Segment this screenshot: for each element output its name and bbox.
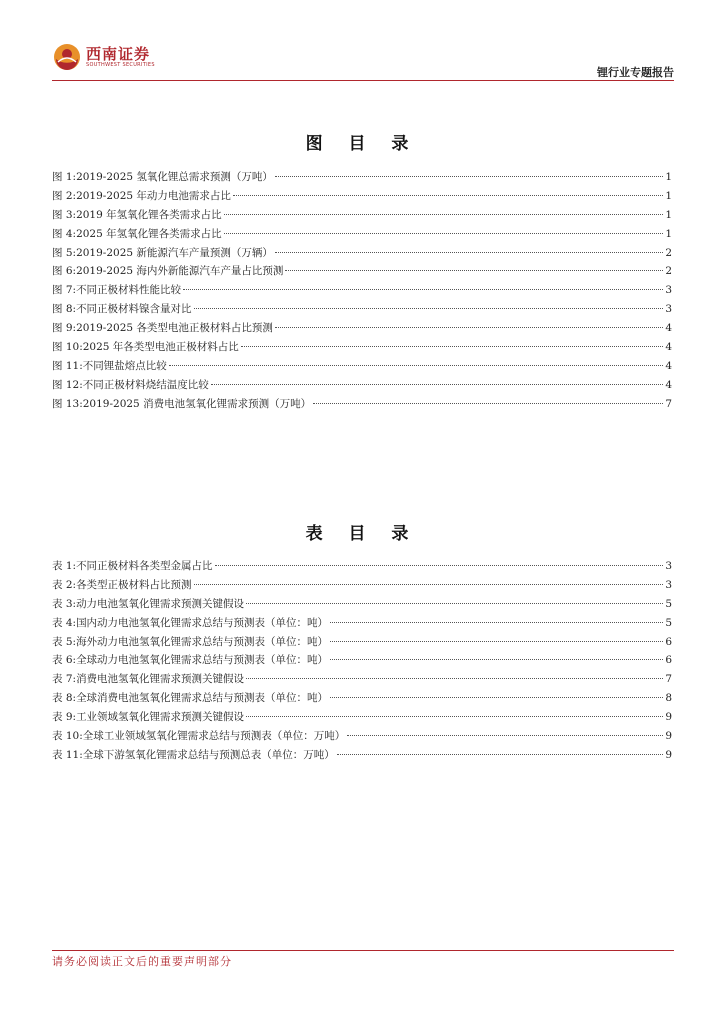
- toc-entry-title: 不同正极材料烧结温度比较: [82, 378, 209, 391]
- table-list-item[interactable]: [52, 689, 672, 708]
- toc-entry-title: 不同锂盐熔点比较: [82, 359, 167, 372]
- toc-entry-title: 不同正极材料镍含量对比: [76, 303, 192, 316]
- toc-dot-leader: [194, 308, 664, 309]
- company-logo: [52, 42, 155, 72]
- table-list-item[interactable]: [52, 708, 672, 727]
- toc-page-number: 1: [665, 171, 672, 183]
- toc-page-number: 7: [665, 397, 672, 410]
- toc-page-number: 2: [665, 246, 672, 259]
- logo-english-name: SOUTHWEST SECURITIES: [86, 61, 155, 68]
- toc-page-number: 8: [665, 692, 672, 705]
- toc-entry-label: 图 4:: [52, 227, 77, 240]
- toc-entry-label: 图 7:: [52, 284, 77, 297]
- toc-dot-leader: [330, 659, 663, 660]
- toc-entry-title: 2025 年氢氧化锂各类需求占比: [76, 227, 222, 240]
- toc-dot-leader: [183, 289, 663, 290]
- toc-entry-title: 2025 年各类型电池正极材料占比: [82, 341, 239, 354]
- table-list-item[interactable]: [52, 670, 672, 689]
- figure-list-item[interactable]: [52, 395, 672, 414]
- toc-dot-leader: [211, 384, 664, 385]
- table-list-item[interactable]: [52, 614, 672, 633]
- figure-list-item[interactable]: [52, 376, 672, 395]
- toc-entry-label: 图 10:: [52, 341, 83, 354]
- toc-entry-label: 图 6:: [52, 265, 77, 278]
- toc-entry-title: 不同正极材料各类型金属占比: [76, 560, 213, 572]
- table-list-item[interactable]: [52, 576, 672, 595]
- toc-entry-title: 不同正极材料性能比较: [76, 284, 182, 297]
- figure-list-item[interactable]: [52, 244, 672, 263]
- toc-page-number: 3: [665, 284, 672, 297]
- toc-entry-label: 表 3:: [52, 597, 77, 610]
- toc-entry-title: 2019-2025 新能源汽车产量预测（万辆）: [76, 246, 273, 259]
- toc-entry-label: 图 2:: [52, 189, 77, 202]
- toc-entry-title: 全球动力电池氢氧化锂需求总结与预测表（单位：吨）: [76, 654, 329, 667]
- toc-page-number: 2: [665, 265, 672, 278]
- toc-entry-title: 全球下游氢氧化锂需求总结与预测总表（单位：万吨）: [82, 748, 335, 761]
- toc-dot-leader: [224, 233, 664, 234]
- toc-page-number: 5: [665, 597, 672, 610]
- figure-list-item[interactable]: [52, 281, 672, 300]
- toc-entry-title: 各类型正极材料占比预测: [76, 578, 192, 591]
- table-list-item[interactable]: [52, 595, 672, 614]
- toc-dot-leader: [285, 270, 663, 271]
- toc-entry-title: 2019-2025 各类型电池正极材料占比预测: [76, 322, 273, 335]
- toc-dot-leader: [194, 584, 664, 585]
- toc-page-number: 7: [665, 673, 672, 686]
- toc-entry-label: 图 1:: [52, 171, 77, 183]
- toc-entry-label: 图 13:: [52, 397, 83, 410]
- toc-dot-leader: [330, 697, 663, 698]
- toc-entry-label: 表 1:: [52, 560, 77, 572]
- toc-entry-label: 表 9:: [52, 711, 77, 724]
- toc-entry-label: 表 10:: [52, 730, 83, 743]
- toc-dot-leader: [224, 214, 664, 215]
- toc-page-number: 4: [665, 322, 672, 335]
- footer-disclaimer: 请务必阅读正文后的重要声明部分: [52, 955, 232, 968]
- toc-page-number: 3: [665, 303, 672, 316]
- toc-entry-label: 表 8:: [52, 692, 77, 705]
- figure-list-item[interactable]: [52, 206, 672, 225]
- toc-entry-title: 2019-2025 海内外新能源汽车产量占比预测: [76, 265, 284, 278]
- header-divider: [52, 80, 674, 81]
- toc-page-number: 4: [665, 378, 672, 391]
- toc-dot-leader: [337, 754, 664, 755]
- toc-entry-label: 表 5:: [52, 635, 77, 648]
- toc-dot-leader: [313, 403, 663, 404]
- footer-divider: [52, 950, 674, 951]
- figure-list-item[interactable]: [52, 357, 672, 376]
- toc-page-number: 4: [665, 359, 672, 372]
- toc-page-number: 6: [665, 654, 672, 667]
- table-list-item[interactable]: [52, 746, 672, 765]
- toc-entry-title: 动力电池氢氧化锂需求预测关键假设: [76, 597, 245, 610]
- table-list-item[interactable]: [52, 557, 672, 576]
- toc-dot-leader: [215, 565, 664, 566]
- toc-entry-title: 2019-2025 氢氧化锂总需求预测（万吨）: [76, 171, 273, 183]
- toc-dot-leader: [330, 622, 663, 623]
- table-list: [52, 557, 672, 765]
- figure-list-item[interactable]: [52, 262, 672, 281]
- toc-dot-leader: [275, 327, 663, 328]
- toc-entry-label: 图 5:: [52, 246, 77, 259]
- toc-page-number: 1: [665, 189, 672, 202]
- toc-entry-label: 表 6:: [52, 654, 77, 667]
- toc-entry-label: 表 4:: [52, 616, 77, 629]
- toc-entry-title: 消费电池氢氧化锂需求预测关键假设: [76, 673, 245, 686]
- figure-list-item[interactable]: [52, 319, 672, 338]
- toc-dot-leader: [275, 252, 663, 253]
- toc-page-number: 1: [665, 227, 672, 240]
- toc-page-number: 9: [665, 748, 672, 761]
- toc-page-number: 3: [665, 560, 672, 572]
- toc-entry-title: 全球消费电池氢氧化锂需求总结与预测表（单位：吨）: [76, 692, 329, 705]
- figure-list-item[interactable]: [52, 187, 672, 206]
- toc-page-number: 9: [665, 730, 672, 743]
- page-header: [52, 40, 674, 80]
- toc-page-number: 9: [665, 711, 672, 724]
- report-type: 锂行业专题报告: [597, 66, 674, 79]
- toc-entry-label: 表 11:: [52, 748, 83, 761]
- table-list-item[interactable]: [52, 633, 672, 652]
- toc-dot-leader: [246, 678, 663, 679]
- toc-dot-leader: [241, 346, 664, 347]
- table-list-item[interactable]: [52, 651, 672, 670]
- toc-entry-title: 工业领域氢氧化锂需求预测关键假设: [76, 711, 245, 724]
- toc-entry-title: 国内动力电池氢氧化锂需求总结与预测表（单位：吨）: [76, 616, 329, 629]
- figure-list-item[interactable]: [52, 225, 672, 244]
- toc-dot-leader: [169, 365, 664, 366]
- toc-page-number: 4: [665, 341, 672, 354]
- toc-entry-label: 图 11:: [52, 359, 83, 372]
- logo-chinese-name: 西南证券: [86, 44, 151, 63]
- logo-emblem-icon: [52, 42, 82, 72]
- toc-entry-label: 图 8:: [52, 303, 77, 316]
- table-list-item[interactable]: [52, 727, 672, 746]
- toc-dot-leader: [347, 735, 663, 736]
- toc-entry-title: 2019 年氢氧化锂各类需求占比: [76, 208, 222, 221]
- toc-page-number: 3: [665, 578, 672, 591]
- toc-dot-leader: [330, 641, 663, 642]
- toc-page-number: 6: [665, 635, 672, 648]
- toc-entry-title: 2019-2025 消费电池氢氧化锂需求预测（万吨）: [82, 397, 312, 410]
- toc-page-number: 5: [665, 616, 672, 629]
- toc-page-number: 1: [665, 208, 672, 221]
- toc-entry-title: 2019-2025 年动力电池需求占比: [76, 189, 231, 202]
- figure-list-item[interactable]: [52, 168, 672, 187]
- toc-entry-label: 表 7:: [52, 673, 77, 686]
- toc-entry-label: 表 2:: [52, 578, 77, 591]
- toc-entry-title: 海外动力电池氢氧化锂需求总结与预测表（单位：吨）: [76, 635, 329, 648]
- figure-list: [52, 168, 672, 414]
- toc-entry-label: 图 12:: [52, 378, 83, 391]
- toc-entry-label: 图 9:: [52, 322, 77, 335]
- toc-entry-title: 全球工业领域氢氧化锂需求总结与预测表（单位：万吨）: [82, 730, 346, 743]
- figure-list-item[interactable]: [52, 300, 672, 319]
- figure-list-item[interactable]: [52, 338, 672, 357]
- toc-dot-leader: [233, 195, 663, 196]
- toc-dot-leader: [246, 716, 663, 717]
- toc-dot-leader: [246, 603, 663, 604]
- figure-list-title: 图 目 录: [305, 134, 419, 154]
- toc-entry-label: 图 3:: [52, 208, 77, 221]
- table-list-title: 表 目 录: [305, 524, 419, 544]
- toc-dot-leader: [275, 176, 663, 177]
